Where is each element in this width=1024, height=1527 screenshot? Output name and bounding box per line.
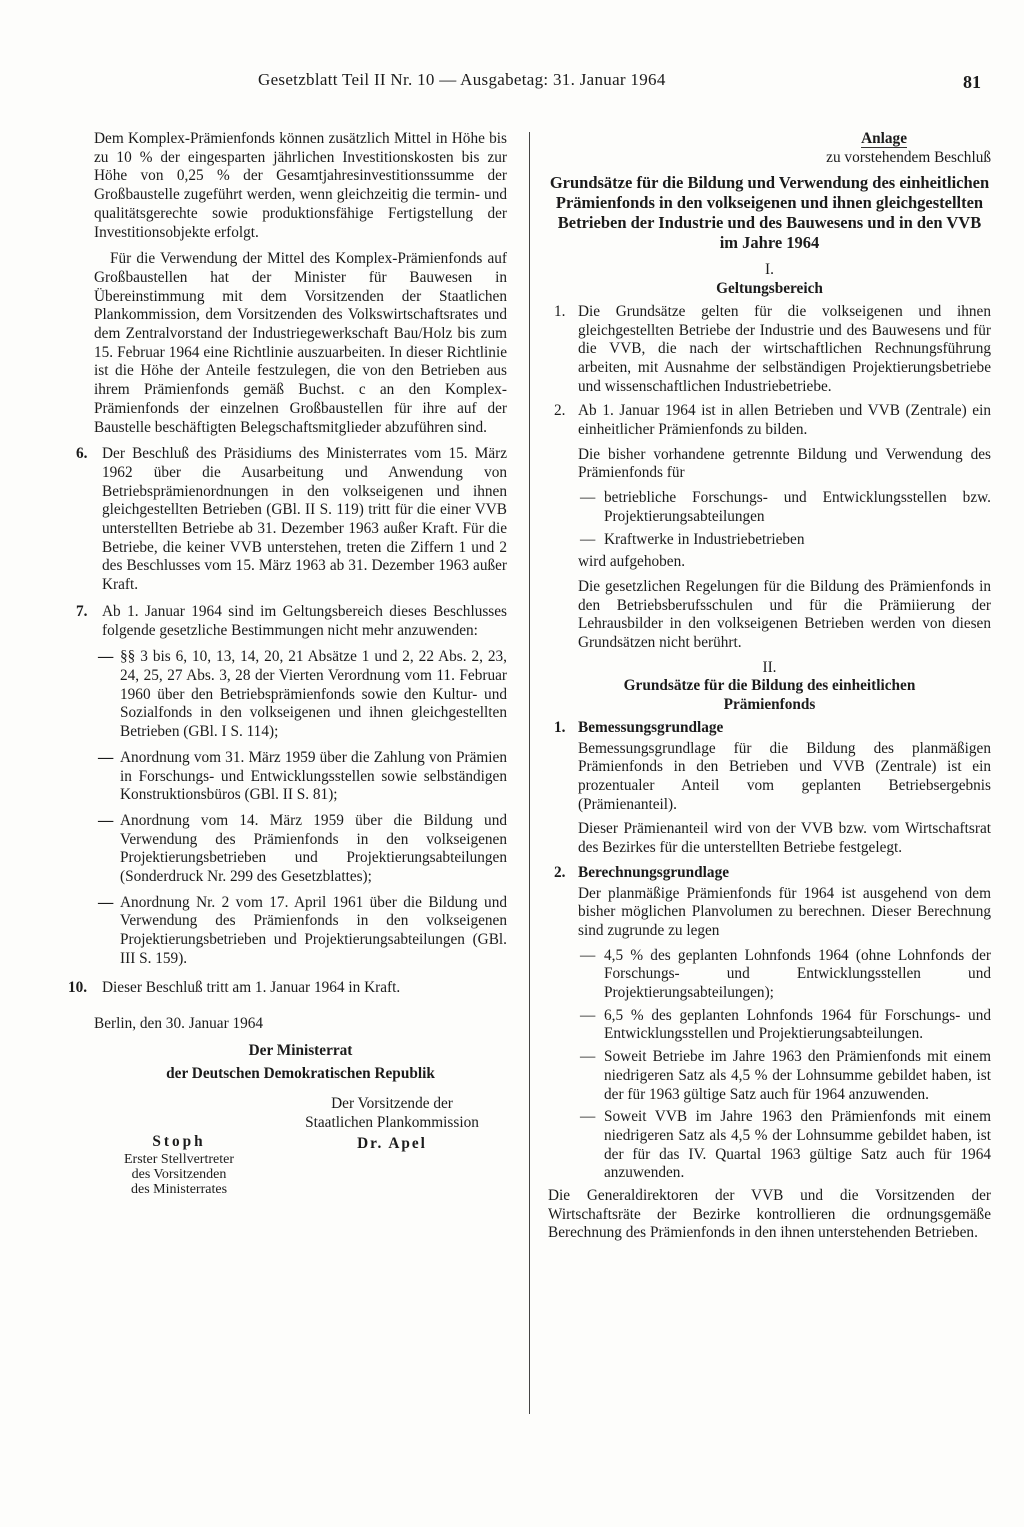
list-item-text: Anordnung vom 14. März 1959 über die Bildung und Verwendung des Prämienfonds in den volkseigenen Projektierungsbetrieben und Projektierungsabteilungen (Sonderdruck Nr. 299 des Gesetzblattes); xyxy=(120,811,507,886)
subsection-paragraph: Der planmäßige Prämienfonds für 1964 ist ausgehend von dem bisher möglichen Planvolumen zu berechnen. Dieser Berechnung sind zugrunde zu legen xyxy=(578,884,991,939)
section-number-1: I. xyxy=(765,261,774,279)
page-number: 81 xyxy=(963,72,981,92)
list-item-text: Kraftwerke in Industriebetrieben xyxy=(604,530,805,548)
rate-list-item xyxy=(548,1007,991,1044)
signatory-name-apel: Dr. Apel xyxy=(357,1134,427,1152)
paragraph-komplex-fonds: Dem Komplex-Prämienfonds können zusätzlich Mittel in Höhe bis zu 10 % der eingesparten jährlichen Investitionskosten bis zur Höhe von 0,25 % der Gesamtjahresinvestitionssumme der Großbaustelle zugeführt werden, wenn gleichzeitig die termin- und qualitätsgerechte sowie produktionsfähige Fertigstellung der Investitionsobjekte erfolgt. xyxy=(94,130,507,241)
dash-bullet: — xyxy=(580,946,596,964)
signatory-title-c: des Ministerrates xyxy=(130,1182,228,1198)
column-divider xyxy=(529,132,530,1414)
item-number: 1. xyxy=(554,718,566,736)
dash-bullet: — xyxy=(98,893,114,911)
council-name-1: Der Ministerrat xyxy=(248,1041,353,1059)
repeal-item xyxy=(94,812,507,887)
dash-bullet: — xyxy=(98,748,114,766)
item-text: Ab 1. Januar 1964 ist in allen Betrieben und VVB (Zentrale) ein einheitlicher Prämienfonds zu bilden. xyxy=(578,402,991,439)
scope-list-item xyxy=(548,531,991,550)
scope-item-1 xyxy=(548,303,991,397)
scope-list-item xyxy=(548,489,991,526)
list-item-text: Anordnung Nr. 2 vom 17. April 1961 über die Bildung und Verwendung des Prämienfonds in den volkseigenen Projektierungsbetrieben und Projektierungsabteilungen (GBl. III S. 159). xyxy=(120,893,507,967)
dash-bullet: — xyxy=(98,811,114,829)
document-title: Grundsätze für die Bildung und Verwendung des einheitlichen Prämienfonds in den volkseigenen und ihnen gleichgestellten Betrieben der Industrie und des Bauwesens und in den VVB im Jahre 1964 xyxy=(549,173,990,253)
item-10 xyxy=(68,979,507,998)
list-item-text: Anordnung vom 31. März 1959 über die Zahlung von Prämien in Forschungs- und Entwicklungsstellen sowie selbständigen Konstruktionsbüros (GBl. II S. 81); xyxy=(120,748,507,804)
scope-paragraph: Die bisher vorhandene getrennte Bildung und Verwendung des Prämienfonds für xyxy=(578,445,991,482)
dash-bullet: — xyxy=(98,648,114,666)
section-title-geltungsbereich: Geltungsbereich xyxy=(716,280,823,298)
item-number: 2. xyxy=(554,863,566,881)
signatory-title-2: Staatlichen Plankommission xyxy=(305,1114,479,1132)
repeal-item xyxy=(94,749,507,805)
subsection-paragraph: Bemessungsgrundlage für die Bildung des planmäßigen Prämienfonds in den Betrieben und VVB (Zentrale) ist ein prozentualer Anteil vom geplanten Betriebsergebnis (Prämienanteil). xyxy=(578,739,991,813)
repeal-item xyxy=(94,648,507,742)
item-number: 6. xyxy=(76,445,88,463)
signatory-title-a: Erster Stellvertreter xyxy=(123,1152,234,1168)
scope-paragraph: wird aufgehoben. xyxy=(578,553,686,571)
subsection-title: Bemessungsgrundlage xyxy=(578,718,724,736)
item-6 xyxy=(76,445,507,595)
signatory-title-b: des Vorsitzenden xyxy=(131,1167,227,1183)
paragraph-verwendung: Für die Verwendung der Mittel des Komplex-Prämienfonds auf Großbaustellen hat der Minister für Bauwesen in Übereinstimmung mit dem Vorsitzenden der Staatlichen Plankommission, dem Vorsitzenden des Volkswirtschaftsrates und dem Zentralvorstand der Industriegewerkschaft Bau/Holz bis zum 15. Februar 1964 eine Richtlinie auszuarbeiten. In dieser Richtlinie ist die Höhe der Anteile festzulegen, die von den Betrieben aus ihrem Prämienfonds gemäß Buchst. c an den Komplex-Prämienfonds der einzelnen Großbaustellen für ihre auf der Baustelle beschäftigten Belegschaftsmitglieder abzuführen sind. xyxy=(94,250,507,436)
list-item-text: 4,5 % des geplanten Lohnfonds 1964 (ohne Lohnfonds der Forschungs- und Entwicklungsstellen und Projektierungsabteilungen); xyxy=(604,946,991,1002)
subsection-title: Berechnungsgrundlage xyxy=(578,863,730,881)
list-item-text: §§ 3 bis 6, 10, 13, 14, 20, 21 Absätze 1 und 2, 22 Abs. 2, 23, 24, 25, 27 Abs. 3, 28 der Vierten Verordnung vom 11. Februar 1960 über den Betriebsprämienfonds sowie den Kultur- und Sozialfonds in den volkseigenen und ihnen gleichgestellten Betrieben (GBl. I S. 114); xyxy=(120,648,507,741)
list-item-text: Soweit VVB im Jahre 1963 den Prämienfonds mit einem niedrigeren Satz als 4,5 % der Lohnsumme gebildet haben, ist der für das IV. Quartal 1963 gültige Satz auch für 1964 anzuwenden. xyxy=(604,1108,991,1182)
place-date: Berlin, den 30. Januar 1964 xyxy=(94,1015,264,1033)
running-header: Gesetzblatt Teil II Nr. 10 — Ausgabetag: 31. Januar 1964 xyxy=(258,70,666,89)
repeal-item xyxy=(94,894,507,969)
scope-item-2 xyxy=(548,402,991,439)
right-column xyxy=(548,130,991,1243)
item-text: Die Grundsätze gelten für die volkseigenen und ihnen gleichgestellten Betriebe der Industrie und des Bauwesens und für die VVB, die nach der wirtschaftlichen Rechnungsführung arbeiten, mit Ausnahme der selbständigen Projektierungsbetriebe und wissenschaftlichen Industriebetriebe. xyxy=(578,302,991,395)
item-number: 2. xyxy=(554,402,566,420)
subsection-1-heading xyxy=(548,719,991,738)
signatory-name-stoph: Stoph xyxy=(152,1133,206,1151)
item-text: Ab 1. Januar 1964 sind im Geltungsbereich dieses Beschlusses folgende gesetzliche Bestimmungen nicht mehr anzuwenden: xyxy=(102,602,507,639)
dash-bullet: — xyxy=(580,1108,596,1126)
item-number: 1. xyxy=(554,302,566,320)
scope-paragraph: Die gesetzlichen Regelungen für die Bildung des Prämienfonds in den Betriebsberufsschulen und für die Prämiierung der Lehrausbilder in den volkseigenen Betrieben werden von diesen Grundsätzen nicht berührt. xyxy=(578,577,991,652)
subsection-paragraph: Dieser Prämienanteil wird von der VVB bzw. vom Wirtschaftsrat des Bezirkes für die unterstellten Betriebe festgelegt. xyxy=(578,820,991,857)
signature-block xyxy=(94,1015,507,1199)
dash-bullet: — xyxy=(580,530,596,548)
section-number-2: II. xyxy=(762,658,777,676)
item-text: Der Beschluß des Präsidiums des Ministerrates vom 15. März 1962 über die Ausarbeitung und Anwendung von Betriebsprämienordnungen in den volkseigenen und ihnen gleichgestellten Betrieben (GBl. II S. 119) tritt für die einer VVB unterstellten Betriebe ab 31. Dezember 1963 außer Kraft. Für die Betriebe, die keiner VVB unterstehen, treten die Ziffern 1 und 2 des Beschlusses vom 15. März 1963 ab 31. Dezember 1963 außer Kraft. xyxy=(102,445,507,594)
subsection-2-heading xyxy=(548,864,991,883)
left-signatory xyxy=(94,1133,264,1197)
section-title-grundsaetze: Grundsätze für die Bildung des einheitlichen Prämienfonds xyxy=(623,677,916,714)
signatory-title-1: Der Vorsitzende der xyxy=(331,1095,453,1113)
item-number: 7. xyxy=(76,602,88,620)
rate-list-item xyxy=(548,1108,991,1183)
item-text: Dieser Beschluß tritt am 1. Januar 1964 in Kraft. xyxy=(102,978,401,996)
closing-paragraph: Die Generaldirektoren der VVB und die Vorsitzenden der Wirtschaftsräte der Bezirke kontrollieren die ordnungsgemäße Berechnung des Prämienfonds in den ihnen unterstehenden Betrieben. xyxy=(548,1187,991,1242)
council-name-2: der Deutschen Demokratischen Republik xyxy=(166,1064,435,1082)
rate-list-item xyxy=(548,947,991,1003)
list-item-text: betriebliche Forschungs- und Entwicklungsstellen bzw. Projektierungsabteilungen xyxy=(604,489,991,525)
left-column xyxy=(68,130,507,1199)
list-item-text: 6,5 % des geplanten Lohnfonds 1964 für Forschungs- und Entwicklungsstellen und Projektierungsabteilungen. xyxy=(604,1006,991,1043)
dash-bullet: — xyxy=(580,1048,596,1066)
dash-bullet: — xyxy=(580,489,596,507)
item-7 xyxy=(76,603,507,640)
dash-bullet: — xyxy=(580,1006,596,1024)
list-item-text: Soweit Betriebe im Jahre 1963 den Prämienfonds mit einem niedrigeren Satz als 4,5 % der Lohnsumme gebildet haben, ist der für 1963 gültige Satz auch für 1964 anzuwenden. xyxy=(604,1048,991,1103)
item-number: 10. xyxy=(68,978,88,996)
right-signatory xyxy=(277,1095,507,1153)
rate-list-item xyxy=(548,1048,991,1104)
annex-label: Anlage xyxy=(861,130,907,147)
annex-subtitle: zu vorstehendem Beschluß xyxy=(826,148,991,166)
